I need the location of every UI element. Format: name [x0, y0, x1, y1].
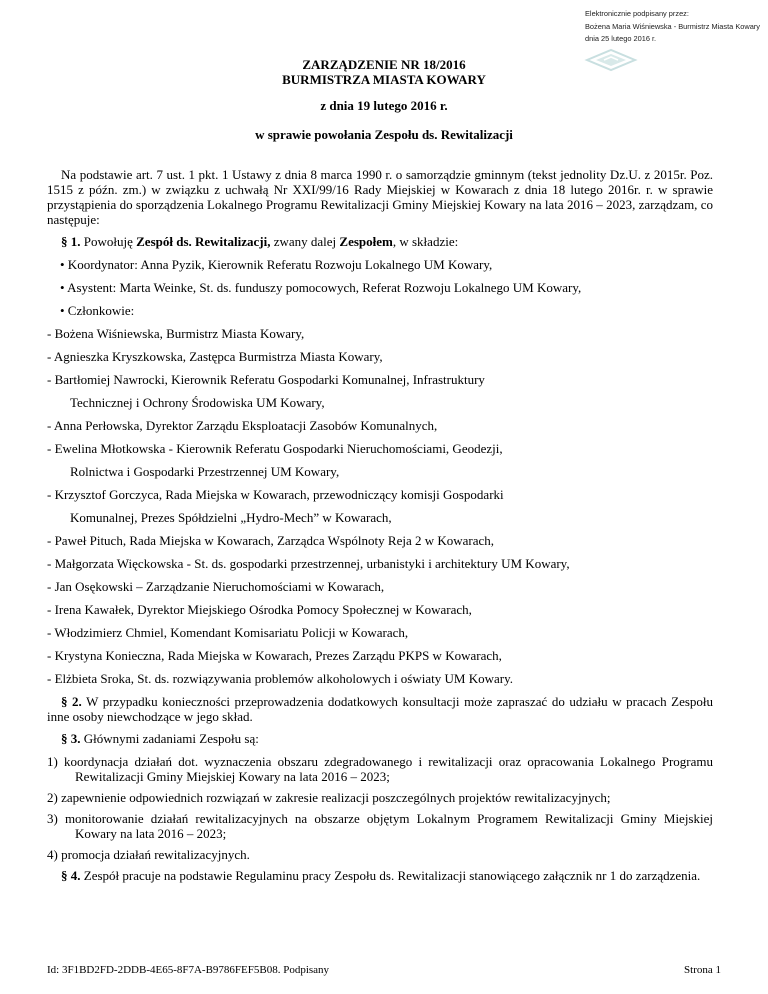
task-item: 2) zapewnienie odpowiednich rozwiązań w zakresie realizacji poszczególnych projektów rewitalizacyjnych; [47, 790, 611, 805]
member-item: - Małgorzata Więckowska - St. ds. gospodarki przestrzennej, urbanistyki i architektury UM Kowary, [47, 556, 570, 571]
member-item: - Agnieszka Kryszkowska, Zastępca Burmistrza Miasta Kowary, [47, 349, 383, 364]
section-4-text: Zespół pracuje na podstawie Regulaminu pracy Zespołu ds. Rewitalizacji stanowiącego załącznik nr 1 do zarządzenia. [80, 868, 701, 883]
document-date: z dnia 19 lutego 2016 r. [320, 98, 448, 113]
footer-document-id: Id: 3F1BD2FD-2DDB-4E65-8F7A-B9786FEF5B08. Podpisany [47, 964, 330, 976]
member-item: - Ewelina Młotkowska - Kierownik Referatu Gospodarki Nieruchomościami, Geodezji, [47, 441, 503, 456]
member-item: - Krzysztof Gorczyca, Rada Miejska w Kowarach, przewodniczący komisji Gospodarki [47, 487, 504, 502]
issuer-title: BURMISTRZA MIASTA KOWARY [282, 72, 486, 87]
section-2-mark: § 2. [61, 694, 82, 709]
section-3-mark: § 3. [61, 731, 81, 746]
bullet-coordinator: • Koordynator: Anna Pyzik, Kierownik Referatu Rozwoju Lokalnego UM Kowary, [60, 257, 493, 272]
signature-block [585, 8, 765, 46]
member-item: - Bartłomiej Nawrocki, Kierownik Referatu Gospodarki Komunalnej, Infrastruktury [47, 372, 485, 387]
section-4-mark: § 4. [61, 868, 81, 883]
member-item: - Krystyna Konieczna, Rada Miejska w Kowarach, Prezes Zarządu PKPS w Kowarach, [47, 648, 502, 663]
section-1-text-3: , w składzie: [392, 234, 459, 249]
section-1-text-2: zwany dalej [270, 234, 340, 249]
section-1 [47, 234, 713, 249]
member-item: - Bożena Wiśniewska, Burmistrz Miasta Kowary, [47, 326, 305, 341]
task-item: 1) koordynacja działań dot. wyznaczenia obszaru zdegradowanego i rewitalizacji oraz opracowania Lokalnego Programu Rewitalizacji Gminy Miejskiej Kowary na lata 2016 – 2023; [47, 754, 713, 784]
section-1-bold-1: Zespół ds. Rewitalizacji, [136, 234, 271, 249]
section-4 [47, 868, 713, 883]
section-2-text: W przypadku konieczności przeprowadzenia dodatkowych konsultacji może zapraszać do udziału w pracach Zespołu inne osoby niewchodzące w jego skład. [47, 694, 714, 724]
member-item: - Irena Kawałek, Dyrektor Miejskiego Ośrodka Pomocy Społecznej w Kowarach, [47, 602, 472, 617]
member-item-continuation: Rolnictwa i Gospodarki Przestrzennej UM Kowary, [70, 464, 340, 479]
member-item: - Elżbieta Sroka, St. ds. rozwiązywania problemów alkoholowych i oświaty UM Kowary. [47, 671, 513, 686]
task-item: 4) promocja działań rewitalizacyjnych. [47, 847, 250, 862]
section-3 [47, 731, 713, 746]
footer-page-number: Strona 1 [684, 964, 721, 976]
section-2 [47, 694, 713, 724]
document-subject: w sprawie powołania Zespołu ds. Rewitalizacji [255, 127, 513, 142]
signature-line-3: dnia 25 lutego 2016 r. [585, 34, 657, 43]
document-title: ZARZĄDZENIE NR 18/2016 [302, 57, 466, 72]
intro-paragraph: Na podstawie art. 7 ust. 1 pkt. 1 Ustawy z dnia 8 marca 1990 r. o samorządzie gminnym (tekst jednolity Dz.U. z 2015r. Poz. 1515 z późn. zm.) w związku z uchwałą Nr XXI/99/16 Rady Miejskiej w Kowarach z dnia 18 lutego 2016r. r. w sprawie przystąpienia do sporządzenia Lokalnego Programu Rewitalizacji Gminy Miejskiej Kowary na lata 2016 – 2023, zarządzam, co następuje: [47, 167, 713, 227]
bullet-assistant: • Asystent: Marta Weinke, St. ds. funduszy pomocowych, Referat Rozwoju Lokalnego UM Kowary, [60, 280, 582, 295]
section-3-text: Głównymi zadaniami Zespołu są: [80, 731, 259, 746]
member-item: - Włodzimierz Chmiel, Komendant Komisariatu Policji w Kowarach, [47, 625, 409, 640]
task-item: 3) monitorowanie działań rewitalizacyjnych na obszarze objętym Lokalnym Programem Rewitalizacji Gminy Miejskiej Kowary na lata 2016 – 2023; [47, 811, 713, 841]
member-item-continuation: Technicznej i Ochrony Środowiska UM Kowary, [70, 395, 325, 410]
member-item-continuation: Komunalnej, Prezes Spółdzielni „Hydro-Mech” w Kowarach, [70, 510, 392, 525]
member-item: - Anna Perłowska, Dyrektor Zarządu Eksploatacji Zasobów Komunalnych, [47, 418, 438, 433]
member-item: - Paweł Pituch, Rada Miejska w Kowarach, Zarządca Wspólnoty Reja 2 w Kowarach, [47, 533, 495, 548]
bullet-members: • Członkowie: [60, 303, 135, 318]
signature-line-2: Bożena Maria Wiśniewska - Burmistrz Miasta Kowary [585, 21, 760, 31]
section-1-text-1: Powołuję [80, 234, 137, 249]
section-1-bold-2: Zespołem [339, 234, 393, 249]
document-body [47, 167, 713, 890]
signature-line-1: Elektronicznie podpisany przez: [585, 9, 689, 18]
section-1-mark: § 1. [61, 234, 81, 249]
member-item: - Jan Osękowski – Zarządzanie Nieruchomościami w Kowarach, [47, 579, 385, 594]
